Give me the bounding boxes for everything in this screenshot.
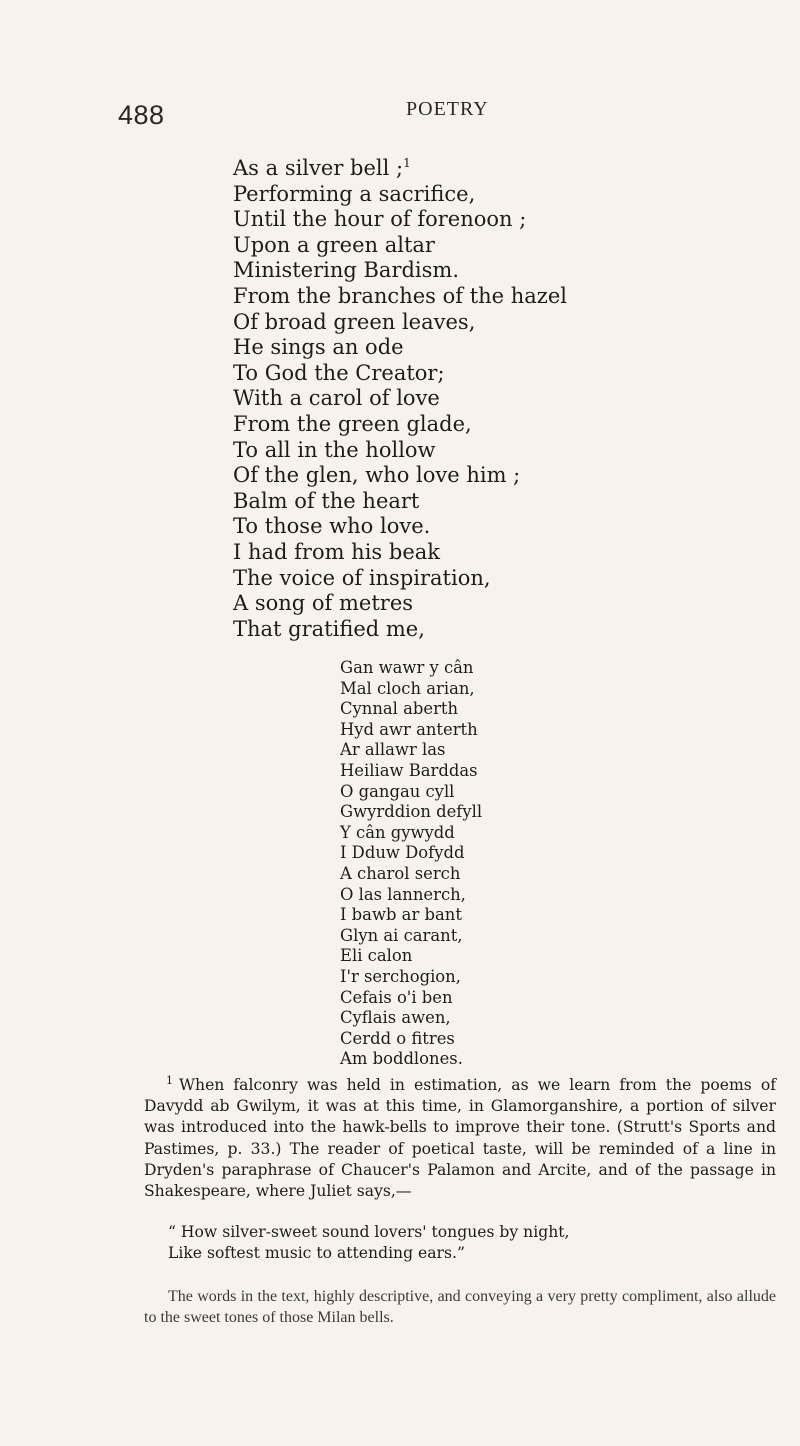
welsh-poem-line: Gwyrddion defyll — [340, 802, 483, 822]
welsh-poem-line: Eli calon — [340, 946, 413, 966]
poem-line: Performing a sacrifice, — [233, 181, 476, 206]
welsh-poem-line: I'r serchogion, — [340, 966, 461, 986]
welsh-poem-line: Cerdd o fitres — [340, 1028, 455, 1048]
poem-line — [233, 156, 753, 182]
footnote-section — [144, 1075, 776, 1328]
quote-line: “ How silver-sweet sound lovers' tongues by night, — [168, 1223, 570, 1242]
footnote-closing-paragraph: The words in the text, highly descriptive, and conveying a very pretty compliment, also allude to the sweet tones of those Milan bells. — [144, 1287, 776, 1326]
poem-line: Upon a green altar — [233, 232, 435, 257]
footnote-paragraph — [144, 1075, 776, 1202]
poem-line: To all in the hollow — [233, 437, 436, 462]
welsh-poem-line: Ar allawr las — [340, 740, 446, 760]
welsh-poem-line: Am boddlones. — [340, 1049, 463, 1069]
welsh-poem — [340, 658, 640, 1070]
welsh-poem-line: Mal cloch arian, — [340, 678, 475, 698]
welsh-poem-line: Cyflais awen, — [340, 1008, 451, 1028]
poem-line: To God the Creator; — [233, 360, 445, 385]
running-title: POETRY — [406, 98, 489, 120]
welsh-poem-line: A charol serch — [340, 863, 461, 883]
welsh-poem-line: O las lannerch, — [340, 884, 466, 904]
footnote-quote — [168, 1222, 776, 1264]
poem-line: Until the hour of forenoon ; — [233, 207, 527, 232]
poem-line: I had from his beak — [233, 539, 440, 564]
welsh-poem-line: Y cân gywydd — [340, 822, 455, 842]
poem-line: Balm of the heart — [233, 488, 420, 513]
page-number: 488 — [118, 100, 165, 130]
welsh-poem-line: Cynnal aberth — [340, 699, 459, 719]
poem-line: That gratified me, — [233, 616, 425, 641]
poem-line: From the green glade, — [233, 411, 472, 436]
poem-line: To those who love. — [233, 514, 431, 539]
poem-line: A song of metres — [233, 591, 414, 616]
english-poem — [233, 156, 753, 642]
welsh-poem-line: Glyn ai carant, — [340, 925, 463, 945]
footnote-reference: 1 — [403, 156, 411, 170]
welsh-poem-line: Gan wawr y cân — [340, 658, 474, 677]
welsh-poem-line: Cefais o'i ben — [340, 987, 453, 1007]
footnote-text: When falconry was held in estimation, as we learn from the poems of Davydd ab Gwilym, it was at this time, in Glamorganshire, a portion of silver was introduced into the hawk-bells to improve their tone. (Strutt's Sports and Pastimes, p. 33.) The reader of poetical taste, will be reminded of a line in Dryden's paraphrase of Chaucer's Palamon and Arcite, and of the passage in Shakespeare, where Juliet says,— — [144, 1076, 776, 1201]
poem-line: Of broad green leaves, — [233, 309, 476, 334]
poem-line-text: As a silver bell ; — [233, 156, 404, 180]
poem-line: Ministering Bardism. — [233, 258, 460, 283]
welsh-poem-line: I bawb ar bant — [340, 905, 462, 925]
welsh-poem-line: Heiliaw Barddas — [340, 760, 478, 780]
welsh-poem-line: I Dduw Dofydd — [340, 843, 465, 863]
poem-line: He sings an ode — [233, 335, 404, 360]
poem-line: The voice of inspiration, — [233, 565, 491, 590]
quote-line: Like softest music to attending ears.” — [168, 1244, 465, 1263]
poem-line: With a carol of love — [233, 386, 440, 411]
poem-line: From the branches of the hazel — [233, 283, 568, 308]
welsh-poem-line: O gangau cyll — [340, 781, 455, 801]
footnote-number: 1 — [166, 1073, 173, 1087]
welsh-poem-line: Hyd awr anterth — [340, 719, 478, 739]
poem-line: Of the glen, who love him ; — [233, 463, 521, 488]
